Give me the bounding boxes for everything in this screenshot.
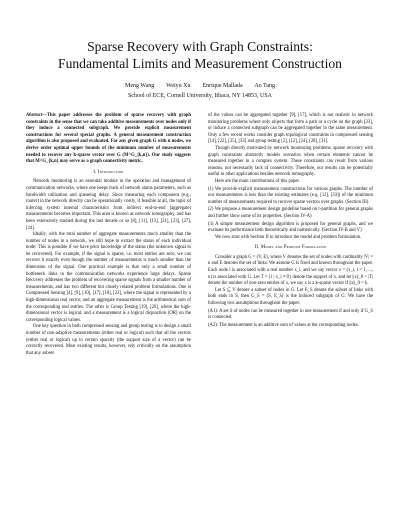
assumption-list	[208, 309, 373, 330]
author-list: Meng Wang Weiyu Xu Enrique Mallada Ao Tang	[125, 83, 275, 89]
intro-paragraph-5: Though directly motivated by network monitoring problems, sparse recovery with graph constraints abstractly models scenarios when certain elements cannot be measured together in a complex system. These constraints can result from various reasons, not necessarily lack of connectivity. Therefore, our results can be potentially useful to other applications besides network tomography.	[208, 145, 373, 178]
contribution-item-1: (1) We provide explicit measurement constructions for various graphs. The number of our measurements is less than the existing estimates (e.g. [12], [33]) of the minimum number of measurements required to recover sparse vectors over graphs. (Section III).	[208, 186, 373, 205]
abstract	[26, 113, 191, 166]
assumption-a2: (A2): The measurement is an additive sum of values at the corresponding nodes.	[208, 322, 359, 328]
assumption-a1: (A1): A set S of nodes can be measured together in one measurement if and only if G_S is connected.	[208, 308, 373, 321]
intro-paragraph-4: of the values can be aggregated together [9], [17], which is not realistic in network monitoring problems where only objects that form a path or a cycle on the graph [23], or induce a connected subgraph can be aggregated together in the same measurement. Only a few recent works consider graph topological constraints in compressed sensing [14], [22], [25], [33] and group testing [2], [12], [24], [28], [31].	[208, 113, 373, 145]
right-column	[208, 113, 373, 329]
contribution-item-2: (2) We propose a measurement design guideline based on r-partition for general graphs and further show some of its properties. (Section IV-A)	[208, 207, 373, 219]
title-line-1: Sparse Recovery with Graph Constraints:	[87, 39, 313, 54]
abstract-text: —This paper addresses the problem of sparse recovery with graph constraints in the sense that we can take additive measurements over nodes only if they induce a connected subgraph. We provide explicit measurement constructions for several special graphs. A general measurement construction algorithm is also proposed and evaluated. For any given graph G with n nodes, we derive order optimal upper bounds of the minimum number of measurements needed to recover any k-sparse vector over G (M^G_{k,n}). Our study suggests that M^G_{k,n} may serve as a graph connectivity metric.	[26, 113, 191, 165]
intro-paragraph-7: We now start with Section II to introduce the model and problem formulation.	[215, 234, 362, 240]
model-paragraph-1: Consider a graph G = (V, E), where V denotes the set of nodes with cardinality |V| = n and E denotes the set of links. We assume G is fixed and known throughout the paper. Each node i is associated with a real number x_i, and we say vector x = (x_i, i = 1, ..., n) is associated with G. Let T = {i | x_i ≠ 0} denote the support of x, and let ||x||_0 = |T| denote the number of non-zero entries of x, we say x is a k-sparse vector if ||x||_0 = k.	[208, 254, 373, 287]
affiliation: School of ECE, Cornell University, Ithaca, NY 14853, USA	[127, 93, 273, 99]
intro-paragraph-3: One key question in both compressed sensing and group testing is to design a small number of non-adaptive measurements (either real or logical) such that all the vectors (either real or logical) up to certain sparsity (the support size of a vector) can be correctly recovered. Most existing results, however, rely critically on the assumption that any subset	[26, 324, 191, 356]
paper-title	[20, 38, 380, 72]
section-heading-model: II. Model and Problem Formulation	[254, 245, 327, 251]
intro-paragraph-6: Here are the main contributions of this paper.	[215, 178, 300, 184]
model-paragraph-2: Let S ⊆ V denote a subset of nodes in G. Let E_S denote the subset of links with both ends in S, then G_S = (S, E_S) is the induced subgraph of G. We have the following two assumptions throughout the paper:	[208, 287, 373, 307]
abstract-label: Abstract	[26, 113, 43, 118]
intro-paragraph-2: Ideally, with the total number of aggregate measurements much smaller than the number of nodes in a network, we still hope to extract the status of each individual node: This is possible if we have prior knowledge of the status (the unknown signal to be recovered). For example, if the signal is sparse, i.e. most entries are zero, we can recover it exactly even though the number of measurements is much smaller than the dimension of the signal. One practical example is that only a small number of bottleneck links in the communication networks experience large delays. Sparse Recovery addresses the problem of recovering sparse signals from a smaller number of measurements, and has two different but closely related problem formulations. One is Compressed Sensing [4], [9], [10], [17], [18], [22], where the signal is represented by a high-dimensional real vector, and an aggregate measurement is the arithmetical sum of the corresponding real entries. The other is Group Testing [19], [20], where the high-dimensional vector is logical, and a measurement is a logical disjunction (OR) on the corresponding logical values.	[26, 232, 191, 323]
contribution-item-3: (3) A simple measurement design algorithm is proposed for general graphs, and we evaluate its performance both theoretically and numerically. (Section IV-B and V)	[208, 221, 373, 234]
intro-paragraph-1: Network monitoring is an essential module in the operation and management of communication networks, where one keeps track of network status parameters, such as bandwidth utilization and queueing delay. Since measuring each component (e.g., router) in the network directly can be operationally costly, if feasible at all, the topic of inferring system internal characteristics from indirect end-to-end (aggregate) measurements becomes important. This area is known as network tomography, and has been extensively studied during the last decade or so [8], [11], [13], [21], [23], [27], [34].	[26, 179, 191, 231]
title-line-2: Fundamental Limits and Measurement Construction	[58, 56, 342, 71]
section-heading-introduction: I. Introduction	[93, 169, 124, 175]
left-column	[26, 113, 191, 357]
contribution-list	[208, 187, 373, 235]
